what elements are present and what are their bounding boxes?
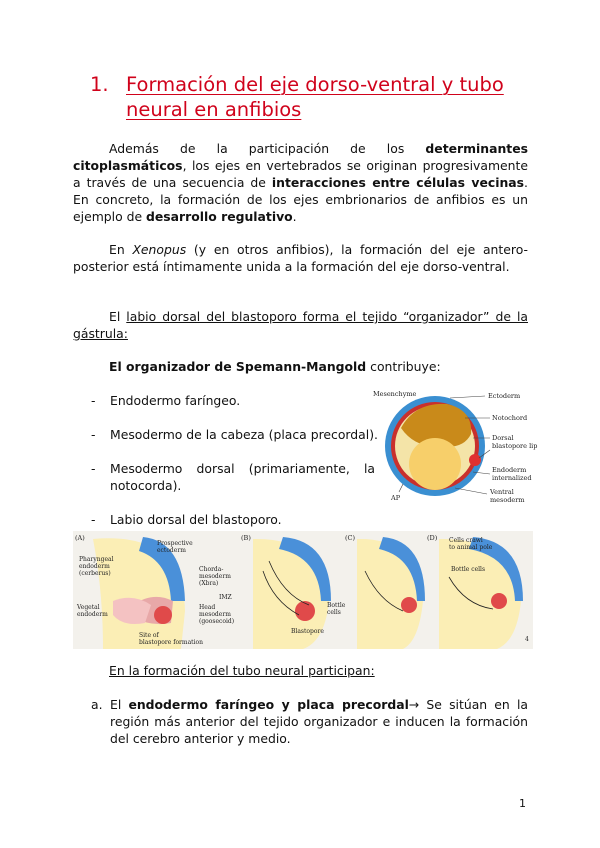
bullet-dash: - [91,427,96,442]
label-endoderm-a: endoderm [79,563,110,570]
label-head: Head [199,604,216,611]
label-notochord: Notochord [492,414,528,422]
label-panel-d: (D) [427,534,438,542]
gastrulation-panels [73,531,533,649]
label-ectoderm-a: ectoderm [157,547,186,554]
paragraph-neural-tube [73,662,528,679]
arrow-icon: → [408,697,420,712]
label-prospective: Prospective [157,540,193,547]
label-endoderm: Endoderm [492,466,527,474]
label-endoderm-vegetal: endoderm [77,611,108,618]
bullet-dash: - [91,461,96,476]
section-heading [90,72,540,122]
label-mesenchyme: Mesenchyme [373,390,417,398]
bold-term: interacciones entre células vecinas [271,175,525,190]
label-mesoderm-a: mesoderm [199,573,231,580]
italic-term: Xenopus [132,242,187,257]
label-site-of: Site of [139,632,159,639]
page-number: 1 [519,797,526,810]
label-panel-b: (B) [241,534,251,542]
label-internalized: internalized [492,474,532,482]
label-xbra: (Xbra) [199,580,219,587]
list-letter: a. [91,697,103,712]
paragraph-xenopus: En Xenopus (y en otros anfibios), la formación del eje antero-posterior está íntimamente unida a la formación del eje dorso-ventral. [73,242,528,274]
label-bottle-cells: Bottle cells [451,566,486,573]
label-ventral: Ventral [490,488,514,496]
label-blastopore-lip: blastopore lip [492,442,538,450]
label-goosecoid: (goosecoid) [199,618,235,625]
bold-term: endodermo faríngeo y placa precordal [128,697,409,712]
label-vegetal: Vegetal [77,604,100,611]
bullet-item: Mesodermo de la cabeza (placa precordal). [110,427,378,442]
heading-number: 1. [90,73,109,96]
bold-term: El organizador de Spemann-Mangold [109,359,367,374]
label-mesoderm-head: mesoderm [199,611,231,618]
underlined-text: labio dorsal del blastoporo forma el tejido “organizador” de la gástrula: [73,309,528,341]
label-ap: AP [391,494,401,502]
label-imz: IMZ [219,594,232,601]
paragraph-labio: El labio dorsal del blastoporo forma el tejido “organizador” de la gástrula: [73,309,528,341]
label-to-animal-pole: to animal pole [449,544,493,551]
bold-term: determinantes citoplasmáticos [73,141,528,173]
label-panel-c: (C) [345,534,356,542]
label-cells: cells [327,609,341,616]
label-mesoderm: mesoderm [490,496,525,504]
bullet-item: Labio dorsal del blastoporo. [110,512,282,527]
label-ectoderm: Ectoderm [488,392,521,400]
label-figure-number: 4 [525,636,529,643]
label-chorda: Chorda- [199,566,224,573]
gastrula-diagram [355,388,545,506]
label-pharyngeal: Pharyngeal [79,556,114,563]
underlined-text: En la formación del tubo neural participan: [109,663,375,678]
paragraph-intro: Además de la participación de los determinantes citoplasmáticos, los ejes en vertebrados se originan progresivamente a través de una secuencia de interacciones entre células vecinas. En concreto, la formación de los ejes embrionarios de anfibios es un ejemplo de desarrollo regulativo. [73,141,528,224]
paragraph-organizer: El organizador de Spemann-Mangold contribuye: [109,359,441,374]
label-cerberus: (cerberus) [79,570,111,577]
bold-term: desarrollo regulativo [146,209,293,224]
list-item-a: El endodermo faríngeo y placa precordal→ Se sitúan en la región más anterior del tejido organizador e inducen la formación del cerebro anterior y medio. [110,697,528,746]
bullet-dash: - [91,512,96,527]
blastopore-lip [469,454,481,466]
bullet-dash: - [91,393,96,408]
label-cells-crawl: Cells crawl [449,537,483,544]
label-panel-a: (A) [75,534,85,542]
label-bottle: Bottle [327,602,346,609]
bullet-item: Mesodermo dorsal (primariamente, la notocorda). [110,461,375,493]
yolk-cells [409,438,461,490]
heading-line-1: Formación del eje dorso-ventral y tubo [126,73,504,96]
heading-line-2: neural en anfibios [126,98,302,121]
label-blastopore-formation: blastopore formation [139,639,203,646]
label-dorsal: Dorsal [492,434,514,442]
label-blastopore: Blastopore [291,628,324,635]
bullet-item: Endodermo faríngeo. [110,393,241,408]
